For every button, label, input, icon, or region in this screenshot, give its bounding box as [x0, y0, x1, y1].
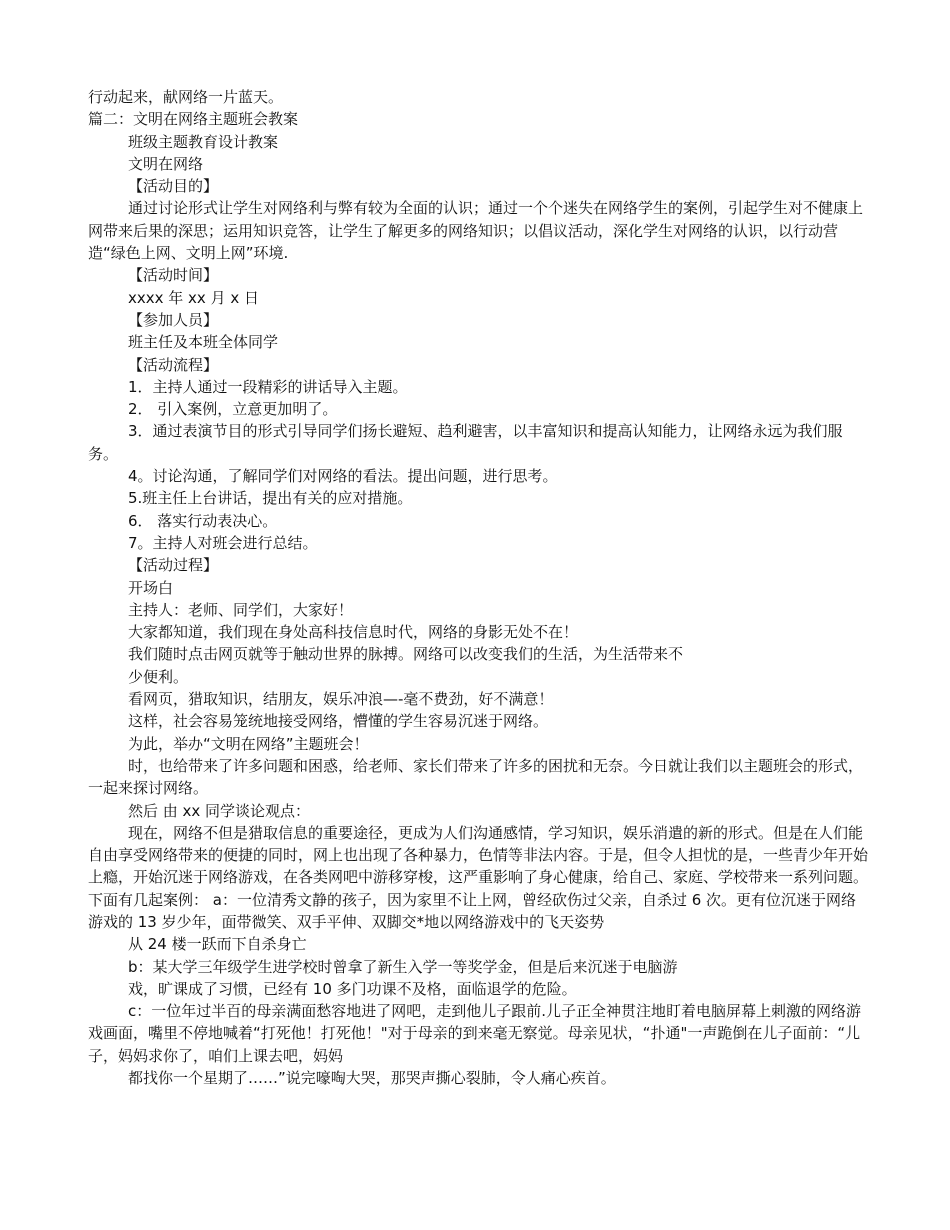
- paragraph: 少便利。: [128, 667, 189, 686]
- document-body: [88, 86, 868, 1089]
- paragraph: 【活动流程】: [128, 355, 219, 374]
- paragraph: 为此，举办“文明在网络”主题班会！: [128, 734, 369, 753]
- paragraph: 2． 引入案例，立意更加明了。: [128, 400, 338, 419]
- paragraph: 从 24 楼一跃而下自杀身亡: [128, 935, 307, 954]
- paragraph: 时，也给带来了许多问题和困惑，给老师、家长们带来了许多的困扰和无奈。今日就让我们以主题班会的形式，一起来探讨网络。: [88, 756, 864, 798]
- paragraph: 5.班主任上台讲话，提出有关的应对措施。: [128, 489, 413, 508]
- paragraph: 主持人：老师、同学们，大家好！: [128, 600, 354, 619]
- paragraph: 大家都知道，我们现在身处高科技信息时代，网络的身影无处不在！: [128, 623, 579, 642]
- paragraph: 这样，社会容易笼统地接受网络，懵懂的学生容易沉迷于网络。: [128, 712, 549, 731]
- paragraph: 3．通过表演节目的形式引导同学们扬长避短、趋利避害，以丰富知识和提高认知能力，让网络永远为我们服务。: [88, 422, 843, 463]
- paragraph: 【活动目的】: [128, 177, 219, 196]
- paragraph: 我们随时点击网页就等于触动世界的脉搏。网络可以改变我们的生活，为生活带来不: [128, 645, 684, 664]
- paragraph: 看网页，猎取知识，结朋友，娱乐冲浪—-毫不费劲，好不满意！: [128, 690, 554, 709]
- paragraph: 戏，旷课成了习惯，已经有 10 多门功课不及格，面临退学的危险。: [128, 979, 577, 998]
- paragraph: 7。主持人对班会进行总结。: [128, 533, 318, 552]
- paragraph: 【活动过程】: [128, 556, 219, 575]
- paragraph: 【参加人员】: [128, 310, 219, 329]
- paragraph: 班级主题教育设计教案: [128, 132, 279, 151]
- paragraph: 6． 落实行动表决心。: [128, 511, 278, 530]
- paragraph: 文明在网络: [128, 154, 204, 173]
- paragraph: 【活动时间】: [128, 266, 219, 285]
- paragraph: c：一位年过半百的母亲满面愁容地进了网吧，走到他儿子跟前.儿子正全神贯注地盯着电脑屏幕上刺激的网络游戏画面，嘴里不停地喊着“打死他！打死他！"对于母亲的到来毫无察觉。母亲见状，“扑通"一声跪倒在儿子面前：“儿子，妈妈求你了，咱们上课去吧，妈妈: [88, 1002, 862, 1065]
- paragraph: b：某大学三年级学生进学校时曾拿了新生入学一等奖学金，但是后来沉迷于电脑游: [128, 957, 678, 976]
- paragraph: 开场白: [128, 578, 174, 597]
- paragraph: 1．主持人通过一段精彩的讲话导入主题。: [128, 377, 408, 396]
- paragraph: 4。讨论沟通，了解同学们对网络的看法。提出问题，进行思考。: [128, 467, 558, 486]
- paragraph: 通过讨论形式让学生对网络利与弊有较为全面的认识；通过一个个迷失在网络学生的案例，引起学生对不健康上网带来后果的深思；运用知识竞答，让学生了解更多的网络知识；以倡议活动，深化学生对网络的认识，以行动营造“绿色上网、文明上网”环境.: [88, 199, 864, 263]
- paragraph: 篇二：文明在网络主题班会教案: [88, 110, 299, 129]
- paragraph: 都找你一个星期了……”说完嚎啕大哭，那哭声撕心裂肺，令人痛心疾首。: [128, 1069, 616, 1088]
- paragraph: 现在，网络不但是猎取信息的重要途径，更成为人们沟通感情，学习知识，娱乐消遣的新的形式。但是在人们能自由享受网络带来的便捷的同时，网上也出现了各种暴力，色情等非法内容。于是，但令人担忧的是，一些青少年开始上瘾，开始沉迷于网络游戏，在各类网吧中游移穿梭，这严重影响了身心健康，给自己、家庭、学校带来一系列问题。下面有几起案例： a：一位清秀文静的孩子，因为家里不让上网，曾经砍伤过父亲，自杀过 6 次。更有位沉迷于网络游戏的 13 岁少年，面带微笑、双手平伸、双脚交*地以网络游戏中的飞天姿势: [88, 823, 869, 931]
- paragraph: xxxx 年 xx 月 x 日: [128, 288, 259, 307]
- paragraph: 然后 由 xx 同学谈论观点：: [128, 801, 311, 820]
- paragraph: 行动起来，献网络一片蓝天。: [88, 88, 284, 106]
- paragraph: 班主任及本班全体同学: [128, 333, 279, 352]
